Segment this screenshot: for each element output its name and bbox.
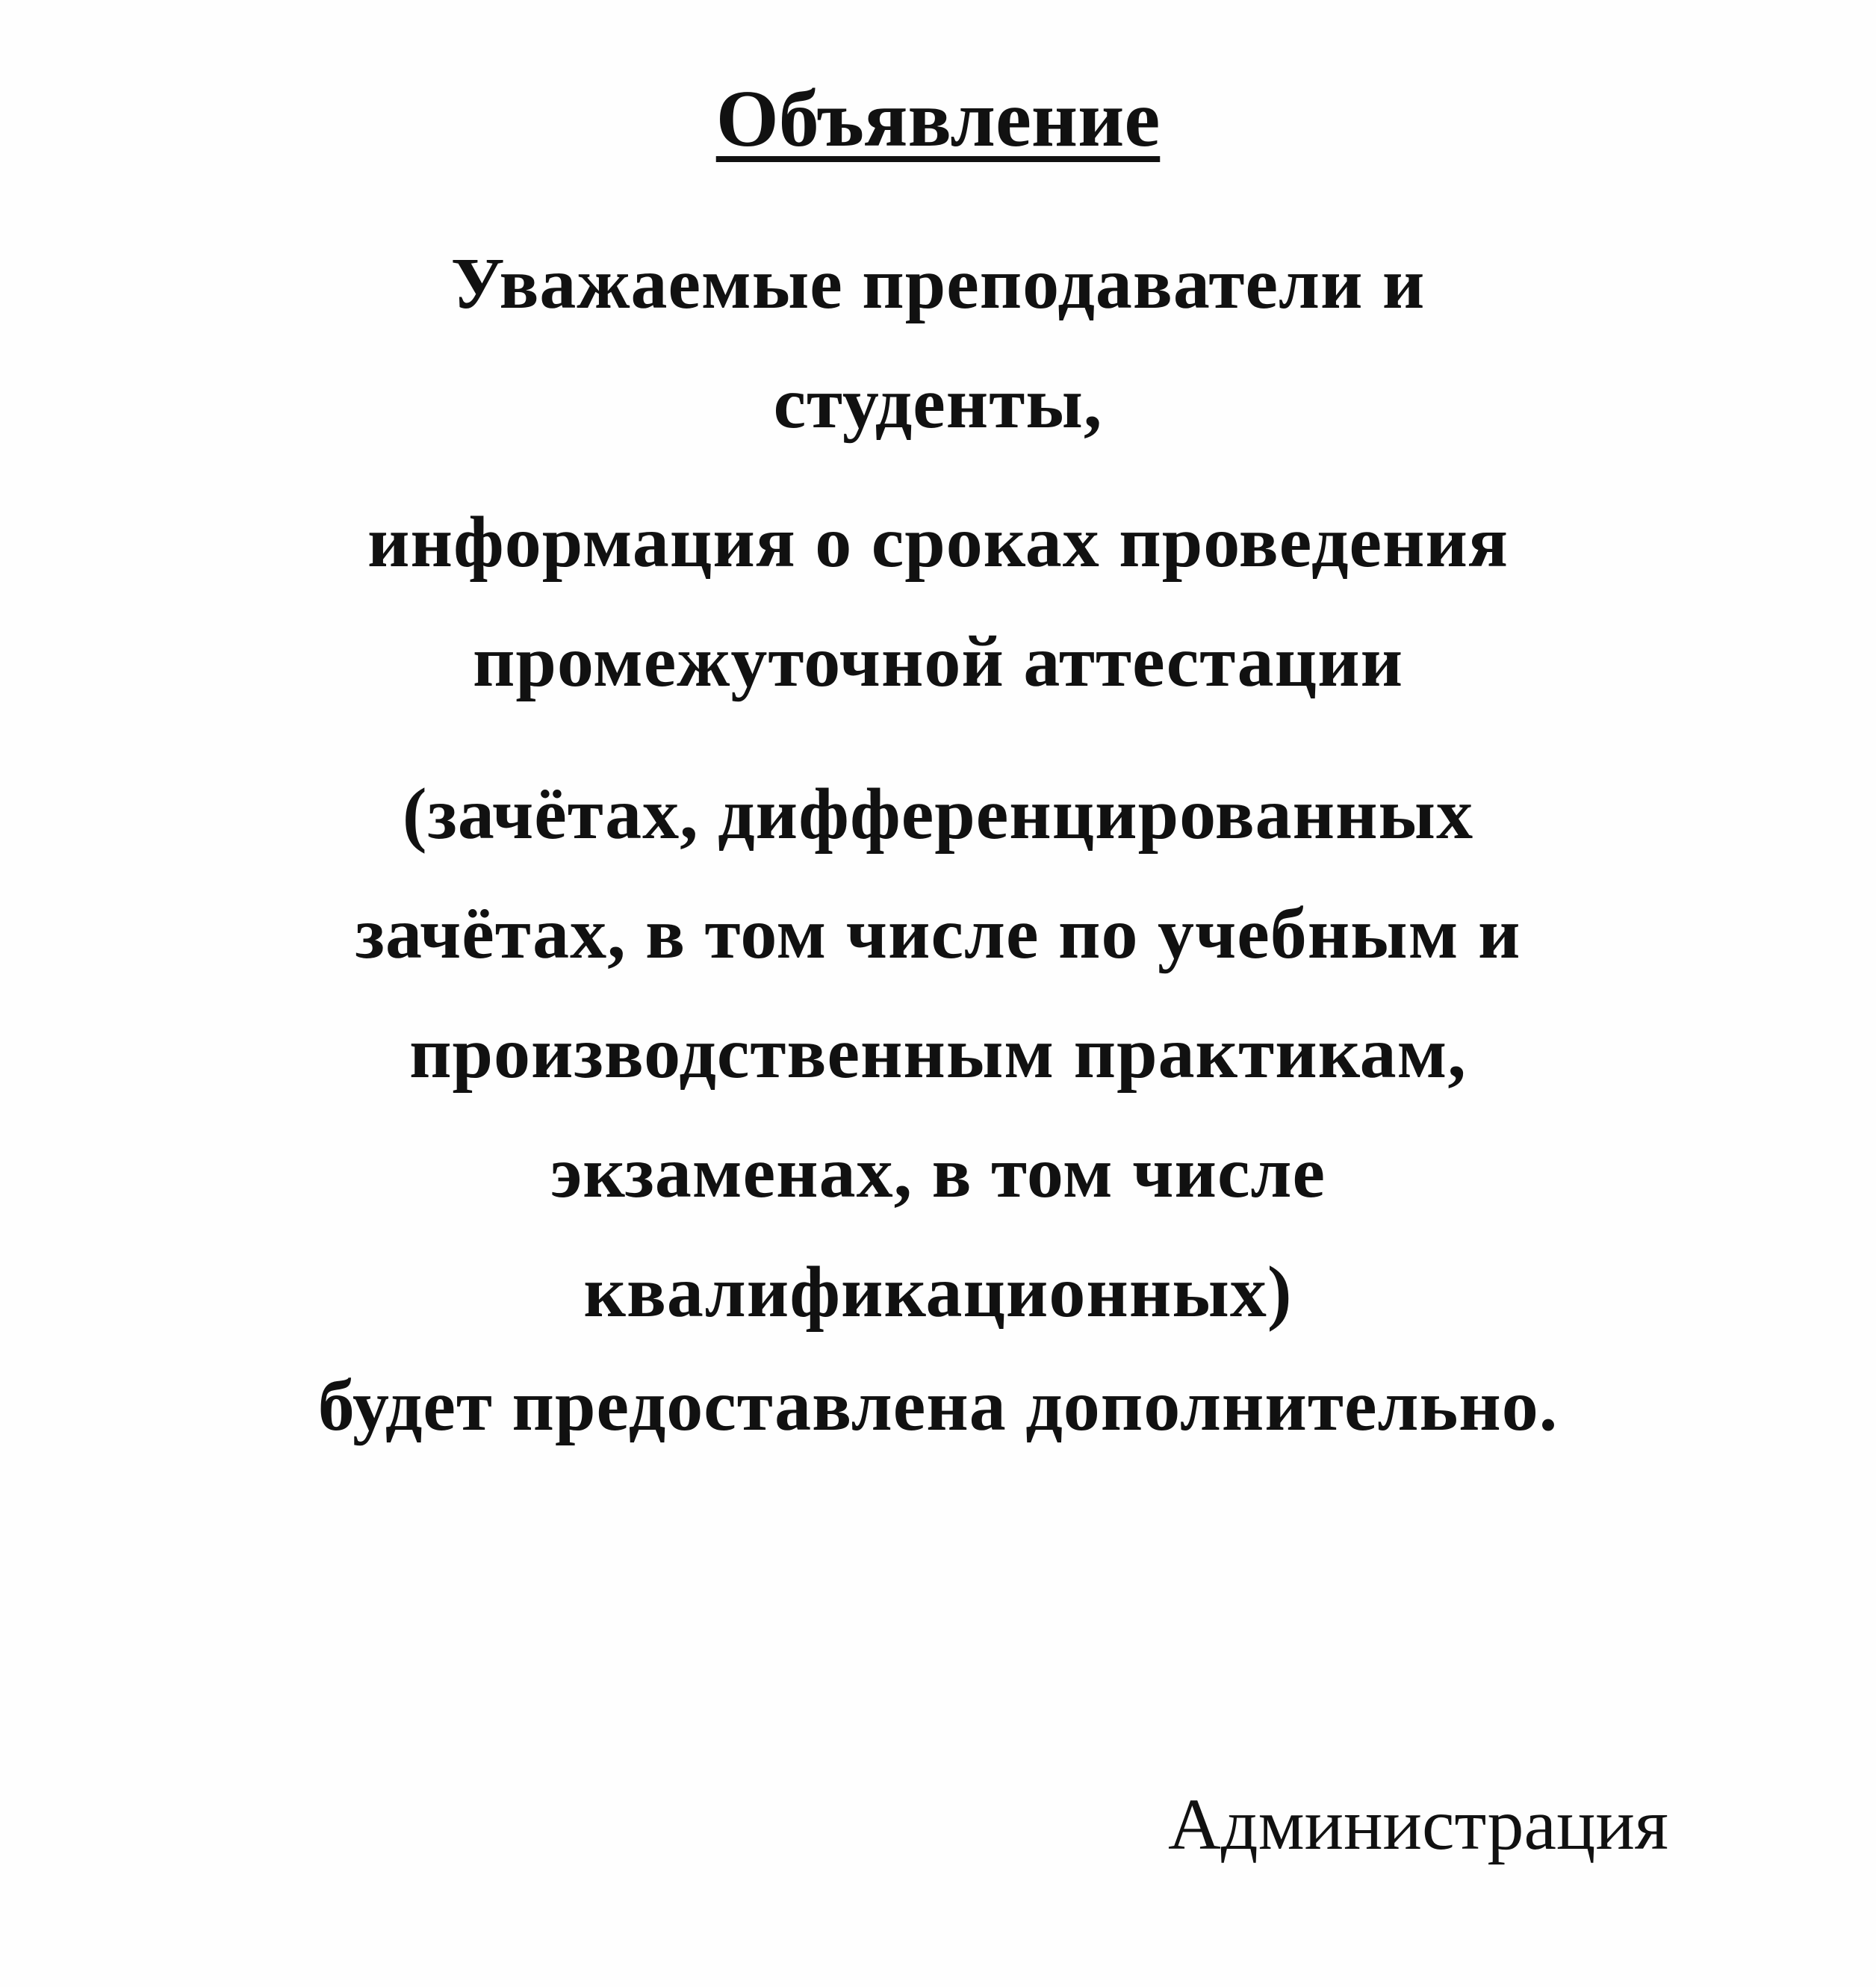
- greeting-block: [0, 224, 1876, 463]
- greeting-line: Уважаемые преподаватели и: [450, 244, 1426, 324]
- closing-line: будет предоставлена дополнительно.: [317, 1366, 1559, 1446]
- info-block: [0, 483, 1876, 722]
- details-line: квалификационных): [583, 1252, 1293, 1333]
- details-block: [0, 754, 1876, 1352]
- info-line: информация о сроках проведения: [367, 502, 1509, 583]
- notice-title-text: Объявление: [715, 75, 1161, 164]
- greeting-line: студенты,: [773, 363, 1103, 444]
- closing-block: [0, 1346, 1876, 1466]
- details-line: производственным практикам,: [409, 1013, 1467, 1094]
- info-line: промежуточной аттестации: [472, 621, 1404, 702]
- details-line: зачётах, в том числе по учебным и: [355, 893, 1521, 974]
- notice-title: [0, 71, 1876, 168]
- details-line: (зачётах, дифференцированных: [402, 774, 1474, 855]
- details-line: экзаменах, в том числе: [550, 1132, 1326, 1213]
- signature: Администрация: [1168, 1785, 1668, 1865]
